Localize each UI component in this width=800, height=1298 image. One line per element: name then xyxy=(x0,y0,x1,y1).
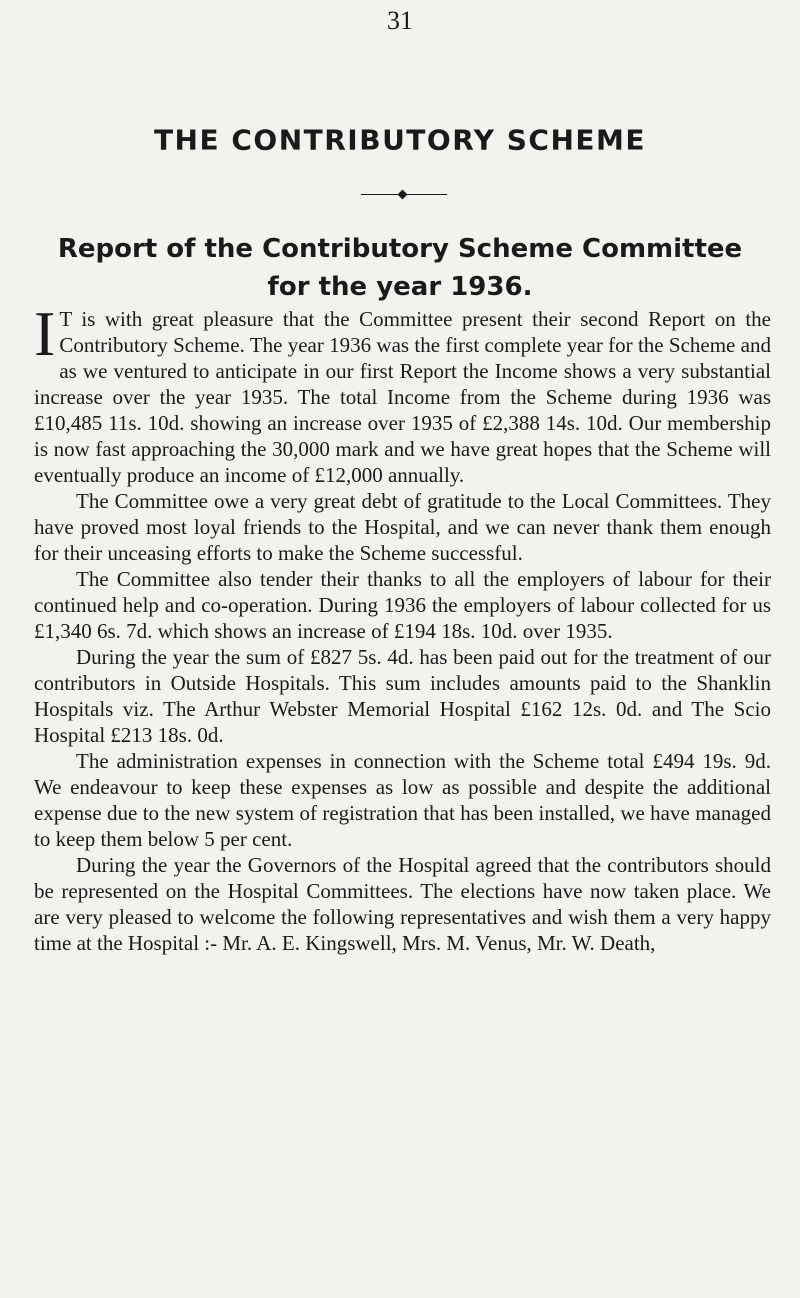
diamond-icon xyxy=(398,190,408,200)
drop-cap: I xyxy=(34,298,56,369)
paragraph-5: The administration expenses in connection with the Scheme total £494 19s. 9d. We endeavour to keep these expenses as low as possible and despite the additional expense due to the new system of registration that has been installed, we have managed to keep them below 5 per cent. xyxy=(34,749,771,851)
section-title: THE CONTRIBUTORY SCHEME xyxy=(153,123,647,157)
paragraph-1 xyxy=(34,298,771,488)
report-title: Report of the Contributory Scheme Committee for the year 1936. xyxy=(57,234,743,302)
report-body xyxy=(34,298,771,956)
page-number: 31 xyxy=(387,6,413,35)
ornament-divider xyxy=(361,190,447,200)
paragraph-2: The Committee owe a very great debt of gratitude to the Local Committees. They have proved most loyal friends to the Hospital, and we can never thank them enough for their unceasing efforts to make the Scheme successful. xyxy=(34,489,771,565)
paragraph-3: The Committee also tender their thanks to all the employers of labour for their continued help and co-operation. During 1936 the employers of labour collected for us £1,340 6s. 7d. which shows an increase of £194 18s. 10d. over 1935. xyxy=(34,567,771,643)
paragraph-4: During the year the sum of £827 5s. 4d. has been paid out for the treatment of our contributors in Outside Hospitals. This sum includes amounts paid to the Shanklin Hospitals viz. The Arthur Webster Memorial Hospital £162 12s. 0d. and The Scio Hospital £213 18s. 0d. xyxy=(34,645,771,747)
paragraph-1-text: T is with great pleasure that the Committee present their second Report on the Contributory Scheme. The year 1936 was the first complete year for the Scheme and as we ventured to anticipate in our first Report the Income shows a very substantial increase over the year 1935. The total Income from the Scheme during 1936 was £10,485 11s. 10d. showing an increase over 1935 of £2,388 14s. 10d. Our membership is now fast approaching the 30,000 mark and we have great hopes that the Scheme will eventually produce an income of £12,000 annually. xyxy=(34,307,771,487)
paragraph-6: During the year the Governors of the Hospital agreed that the contributors should be represented on the Hospital Committees. The elections have now taken place. We are very pleased to welcome the following representatives and wish them a very happy time at the Hospital :- Mr. A. E. Kingswell, Mrs. M. Venus, Mr. W. Death, xyxy=(34,853,771,955)
